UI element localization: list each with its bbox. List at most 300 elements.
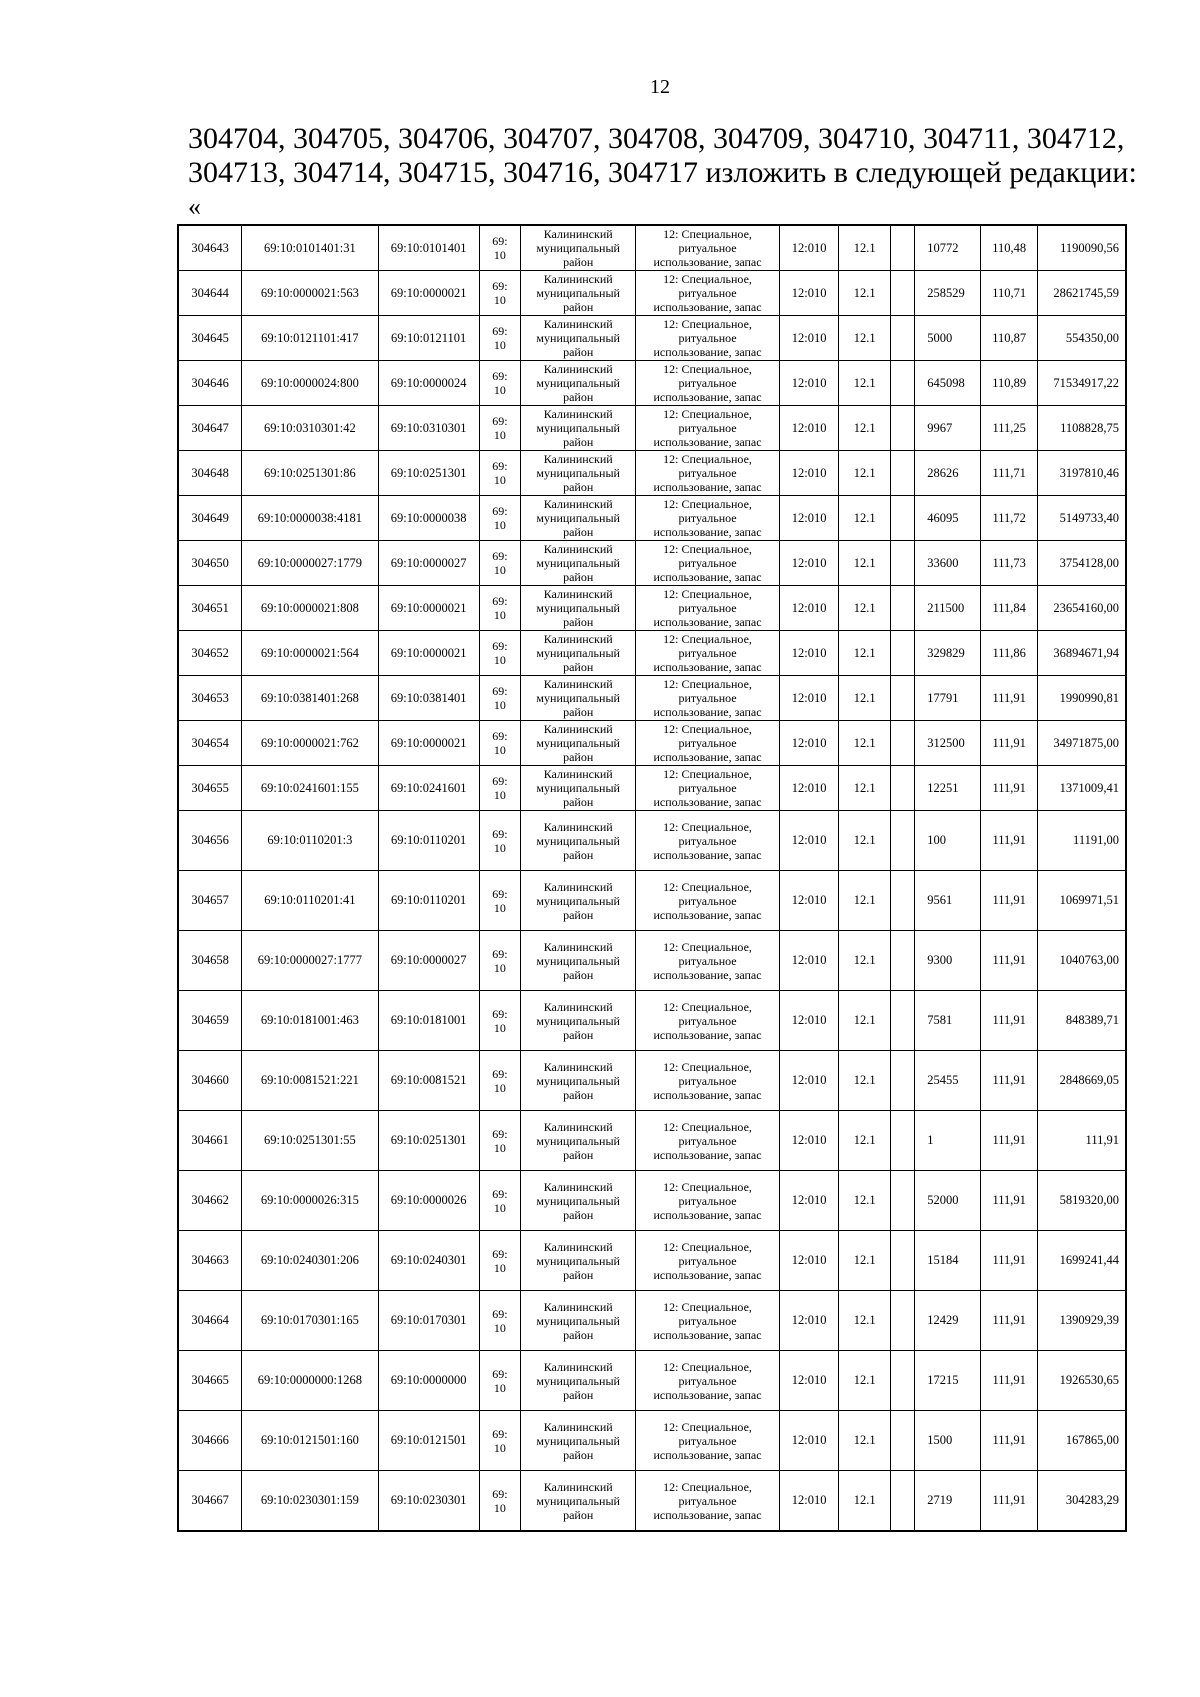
empty-cell: [890, 1111, 914, 1171]
area-cell: 28626: [915, 451, 981, 496]
rate-cell: 111,91: [980, 1051, 1038, 1111]
use-code-cell: 12:010: [779, 631, 839, 676]
area-cell: 100: [915, 811, 981, 871]
use-subcode-cell: 12.1: [839, 1471, 891, 1532]
empty-cell: [890, 451, 914, 496]
cadastral-value-cell: 11191,00: [1038, 811, 1126, 871]
rate-cell: 110,87: [980, 316, 1038, 361]
use-code-cell: 12:010: [779, 586, 839, 631]
row-id-cell: 304652: [178, 631, 242, 676]
cadastral-number-cell: 69:10:0121501:160: [242, 1411, 378, 1471]
row-id-cell: 304645: [178, 316, 242, 361]
area-cell: 25455: [915, 1051, 981, 1111]
rate-cell: 111,86: [980, 631, 1038, 676]
municipality-cell: Калининский муниципальный район: [521, 766, 636, 811]
cadastral-value-cell: 1990990,81: [1038, 676, 1126, 721]
use-subcode-cell: 12.1: [839, 871, 891, 931]
use-code-cell: 12:010: [779, 871, 839, 931]
land-use-category-cell: 12: Специальное, ритуальное использование, запас: [636, 1111, 780, 1171]
use-code-cell: 12:010: [779, 451, 839, 496]
empty-cell: [890, 1351, 914, 1411]
empty-cell: [890, 1411, 914, 1471]
cadastral-quarter-cell: 69:10:0000038: [378, 496, 479, 541]
row-id-cell: 304663: [178, 1231, 242, 1291]
land-use-category-cell: 12: Специальное, ритуальное использование, запас: [636, 406, 780, 451]
rate-cell: 111,91: [980, 1231, 1038, 1291]
cadastral-quarter-cell: 69:10:0121501: [378, 1411, 479, 1471]
municipality-cell: Калининский муниципальный район: [521, 586, 636, 631]
rate-cell: 111,91: [980, 1411, 1038, 1471]
cadastral-number-cell: 69:10:0000021:762: [242, 721, 378, 766]
row-id-cell: 304657: [178, 871, 242, 931]
cadastral-number-cell: 69:10:0110201:3: [242, 811, 378, 871]
region-code-cell: 69: 10: [479, 586, 520, 631]
use-code-cell: 12:010: [779, 271, 839, 316]
region-code-cell: 69: 10: [479, 1351, 520, 1411]
municipality-cell: Калининский муниципальный район: [521, 1171, 636, 1231]
row-id-cell: 304665: [178, 1351, 242, 1411]
municipality-cell: Калининский муниципальный район: [521, 1351, 636, 1411]
area-cell: 17791: [915, 676, 981, 721]
land-use-category-cell: 12: Специальное, ритуальное использование, запас: [636, 1351, 780, 1411]
cadastral-value-cell: 1108828,75: [1038, 406, 1126, 451]
cadastral-value-cell: 304283,29: [1038, 1471, 1126, 1532]
land-use-category-cell: 12: Специальное, ритуальное использование, запас: [636, 1291, 780, 1351]
table-row: [178, 1231, 1126, 1291]
land-use-category-cell: 12: Специальное, ритуальное использование, запас: [636, 766, 780, 811]
rate-cell: 111,91: [980, 721, 1038, 766]
land-use-category-cell: 12: Специальное, ритуальное использование, запас: [636, 1051, 780, 1111]
region-code-cell: 69: 10: [479, 496, 520, 541]
municipality-cell: Калининский муниципальный район: [521, 811, 636, 871]
row-id-cell: 304649: [178, 496, 242, 541]
empty-cell: [890, 631, 914, 676]
rate-cell: 111,91: [980, 1111, 1038, 1171]
region-code-cell: 69: 10: [479, 721, 520, 766]
area-cell: 9561: [915, 871, 981, 931]
cadastral-quarter-cell: 69:10:0000000: [378, 1351, 479, 1411]
table-row: [178, 541, 1126, 586]
row-id-cell: 304643: [178, 225, 242, 271]
cadastral-quarter-cell: 69:10:0241601: [378, 766, 479, 811]
rate-cell: 111,91: [980, 1291, 1038, 1351]
use-subcode-cell: 12.1: [839, 766, 891, 811]
cadastral-quarter-cell: 69:10:0110201: [378, 871, 479, 931]
municipality-cell: Калининский муниципальный район: [521, 676, 636, 721]
cadastral-value-cell: 28621745,59: [1038, 271, 1126, 316]
region-code-cell: 69: 10: [479, 631, 520, 676]
land-use-category-cell: 12: Специальное, ритуальное использование, запас: [636, 631, 780, 676]
use-subcode-cell: 12.1: [839, 1231, 891, 1291]
municipality-cell: Калининский муниципальный район: [521, 406, 636, 451]
rate-cell: 111,91: [980, 1171, 1038, 1231]
empty-cell: [890, 541, 914, 586]
use-subcode-cell: 12.1: [839, 361, 891, 406]
municipality-cell: Калининский муниципальный район: [521, 871, 636, 931]
use-subcode-cell: 12.1: [839, 721, 891, 766]
row-id-cell: 304648: [178, 451, 242, 496]
area-cell: 211500: [915, 586, 981, 631]
row-id-cell: 304658: [178, 931, 242, 991]
cadastral-number-cell: 69:10:0381401:268: [242, 676, 378, 721]
use-code-cell: 12:010: [779, 676, 839, 721]
cadastral-quarter-cell: 69:10:0181001: [378, 991, 479, 1051]
municipality-cell: Калининский муниципальный район: [521, 541, 636, 586]
land-use-category-cell: 12: Специальное, ритуальное использование, запас: [636, 271, 780, 316]
area-cell: 329829: [915, 631, 981, 676]
municipality-cell: Калининский муниципальный район: [521, 1291, 636, 1351]
table-row: [178, 931, 1126, 991]
use-subcode-cell: 12.1: [839, 931, 891, 991]
table-row: [178, 721, 1126, 766]
cadastral-value-cell: 71534917,22: [1038, 361, 1126, 406]
use-subcode-cell: 12.1: [839, 541, 891, 586]
use-subcode-cell: 12.1: [839, 1051, 891, 1111]
empty-cell: [890, 1171, 914, 1231]
cadastral-quarter-cell: 69:10:0000021: [378, 721, 479, 766]
table-row: [178, 1051, 1126, 1111]
use-code-cell: 12:010: [779, 361, 839, 406]
municipality-cell: Калининский муниципальный район: [521, 1051, 636, 1111]
cadastral-value-cell: 23654160,00: [1038, 586, 1126, 631]
land-use-category-cell: 12: Специальное, ритуальное использование, запас: [636, 931, 780, 991]
cadastral-value-cell: 3754128,00: [1038, 541, 1126, 586]
empty-cell: [890, 991, 914, 1051]
empty-cell: [890, 271, 914, 316]
intro-paragraph: 304704, 304705, 304706, 304707, 304708, 304709, 304710, 304711, 304712, 304713, 304714, 304715, 304716, 304717 изложить в следующей редакции:: [188, 122, 1137, 189]
table-row: [178, 676, 1126, 721]
table-row: [178, 406, 1126, 451]
municipality-cell: Калининский муниципальный район: [521, 361, 636, 406]
region-code-cell: 69: 10: [479, 1111, 520, 1171]
cadastral-number-cell: 69:10:0081521:221: [242, 1051, 378, 1111]
land-use-category-cell: 12: Специальное, ритуальное использование, запас: [636, 721, 780, 766]
use-subcode-cell: 12.1: [839, 631, 891, 676]
rate-cell: 111,91: [980, 766, 1038, 811]
rate-cell: 111,91: [980, 991, 1038, 1051]
cadastral-quarter-cell: 69:10:0251301: [378, 1111, 479, 1171]
cadastral-value-cell: 2848669,05: [1038, 1051, 1126, 1111]
cadastral-number-cell: 69:10:0170301:165: [242, 1291, 378, 1351]
municipality-cell: Калининский муниципальный район: [521, 496, 636, 541]
cadastral-number-cell: 69:10:0000038:4181: [242, 496, 378, 541]
use-code-cell: 12:010: [779, 766, 839, 811]
row-id-cell: 304646: [178, 361, 242, 406]
region-code-cell: 69: 10: [479, 406, 520, 451]
use-subcode-cell: 12.1: [839, 1111, 891, 1171]
cadastral-quarter-cell: 69:10:0000021: [378, 631, 479, 676]
land-use-category-cell: 12: Специальное, ритуальное использование, запас: [636, 991, 780, 1051]
empty-cell: [890, 721, 914, 766]
region-code-cell: 69: 10: [479, 225, 520, 271]
rate-cell: 111,72: [980, 496, 1038, 541]
cadastral-quarter-cell: 69:10:0000021: [378, 586, 479, 631]
empty-cell: [890, 766, 914, 811]
rate-cell: 111,91: [980, 1471, 1038, 1532]
region-code-cell: 69: 10: [479, 361, 520, 406]
area-cell: 312500: [915, 721, 981, 766]
cadastral-number-cell: 69:10:0241601:155: [242, 766, 378, 811]
page-number: 12: [650, 76, 670, 98]
land-use-category-cell: 12: Специальное, ритуальное использование, запас: [636, 496, 780, 541]
table-row: [178, 361, 1126, 406]
cadastral-number-cell: 69:10:0000000:1268: [242, 1351, 378, 1411]
region-code-cell: 69: 10: [479, 766, 520, 811]
use-subcode-cell: 12.1: [839, 496, 891, 541]
land-cadastral-value-table: [177, 224, 1127, 1532]
row-id-cell: 304654: [178, 721, 242, 766]
cadastral-quarter-cell: 69:10:0251301: [378, 451, 479, 496]
area-cell: 46095: [915, 496, 981, 541]
municipality-cell: Калининский муниципальный район: [521, 931, 636, 991]
region-code-cell: 69: 10: [479, 1171, 520, 1231]
cadastral-value-cell: 1926530,65: [1038, 1351, 1126, 1411]
empty-cell: [890, 496, 914, 541]
empty-cell: [890, 1231, 914, 1291]
area-cell: 15184: [915, 1231, 981, 1291]
region-code-cell: 69: 10: [479, 991, 520, 1051]
cadastral-value-cell: 111,91: [1038, 1111, 1126, 1171]
empty-cell: [890, 811, 914, 871]
use-code-cell: 12:010: [779, 1471, 839, 1532]
rate-cell: 110,48: [980, 225, 1038, 271]
cadastral-quarter-cell: 69:10:0000024: [378, 361, 479, 406]
cadastral-value-cell: 1699241,44: [1038, 1231, 1126, 1291]
cadastral-number-cell: 69:10:0101401:31: [242, 225, 378, 271]
rate-cell: 111,84: [980, 586, 1038, 631]
municipality-cell: Калининский муниципальный район: [521, 991, 636, 1051]
use-code-cell: 12:010: [779, 1351, 839, 1411]
table-row: [178, 1111, 1126, 1171]
cadastral-value-cell: 1390929,39: [1038, 1291, 1126, 1351]
empty-cell: [890, 871, 914, 931]
empty-cell: [890, 931, 914, 991]
cadastral-value-cell: 5819320,00: [1038, 1171, 1126, 1231]
cadastral-quarter-cell: 69:10:0000021: [378, 271, 479, 316]
use-code-cell: 12:010: [779, 1171, 839, 1231]
cadastral-number-cell: 69:10:0251301:55: [242, 1111, 378, 1171]
region-code-cell: 69: 10: [479, 1291, 520, 1351]
cadastral-value-cell: 1371009,41: [1038, 766, 1126, 811]
use-subcode-cell: 12.1: [839, 811, 891, 871]
cadastral-quarter-cell: 69:10:0381401: [378, 676, 479, 721]
land-use-category-cell: 12: Специальное, ритуальное использование, запас: [636, 541, 780, 586]
use-code-cell: 12:010: [779, 1411, 839, 1471]
use-code-cell: 12:010: [779, 1231, 839, 1291]
region-code-cell: 69: 10: [479, 271, 520, 316]
cadastral-quarter-cell: 69:10:0230301: [378, 1471, 479, 1532]
use-subcode-cell: 12.1: [839, 451, 891, 496]
row-id-cell: 304653: [178, 676, 242, 721]
cadastral-quarter-cell: 69:10:0170301: [378, 1291, 479, 1351]
area-cell: 52000: [915, 1171, 981, 1231]
empty-cell: [890, 316, 914, 361]
empty-cell: [890, 586, 914, 631]
municipality-cell: Калининский муниципальный район: [521, 1411, 636, 1471]
land-use-category-cell: 12: Специальное, ритуальное использование, запас: [636, 451, 780, 496]
rate-cell: 110,71: [980, 271, 1038, 316]
municipality-cell: Калининский муниципальный район: [521, 1231, 636, 1291]
area-cell: 12251: [915, 766, 981, 811]
area-cell: 1500: [915, 1411, 981, 1471]
use-code-cell: 12:010: [779, 541, 839, 586]
area-cell: 9967: [915, 406, 981, 451]
cadastral-number-cell: 69:10:0251301:86: [242, 451, 378, 496]
municipality-cell: Калининский муниципальный район: [521, 225, 636, 271]
land-use-category-cell: 12: Специальное, ритуальное использование, запас: [636, 676, 780, 721]
use-subcode-cell: 12.1: [839, 316, 891, 361]
use-code-cell: 12:010: [779, 931, 839, 991]
cadastral-quarter-cell: 69:10:0110201: [378, 811, 479, 871]
table-row: [178, 631, 1126, 676]
cadastral-quarter-cell: 69:10:0000027: [378, 541, 479, 586]
region-code-cell: 69: 10: [479, 316, 520, 361]
rate-cell: 110,89: [980, 361, 1038, 406]
cadastral-number-cell: 69:10:0240301:206: [242, 1231, 378, 1291]
use-subcode-cell: 12.1: [839, 271, 891, 316]
land-use-category-cell: 12: Специальное, ритуальное использование, запас: [636, 1171, 780, 1231]
row-id-cell: 304659: [178, 991, 242, 1051]
area-cell: 33600: [915, 541, 981, 586]
area-cell: 7581: [915, 991, 981, 1051]
cadastral-number-cell: 69:10:0000024:800: [242, 361, 378, 406]
land-use-category-cell: 12: Специальное, ритуальное использование, запас: [636, 361, 780, 406]
cadastral-value-cell: 3197810,46: [1038, 451, 1126, 496]
table-row: [178, 271, 1126, 316]
cadastral-value-cell: 1069971,51: [1038, 871, 1126, 931]
municipality-cell: Калининский муниципальный район: [521, 451, 636, 496]
row-id-cell: 304662: [178, 1171, 242, 1231]
cadastral-value-cell: 36894671,94: [1038, 631, 1126, 676]
empty-cell: [890, 406, 914, 451]
cadastral-quarter-cell: 69:10:0121101: [378, 316, 479, 361]
empty-cell: [890, 1471, 914, 1532]
cadastral-number-cell: 69:10:0000021:808: [242, 586, 378, 631]
cadastral-number-cell: 69:10:0000021:564: [242, 631, 378, 676]
cadastral-number-cell: 69:10:0230301:159: [242, 1471, 378, 1532]
row-id-cell: 304655: [178, 766, 242, 811]
area-cell: 12429: [915, 1291, 981, 1351]
municipality-cell: Калининский муниципальный район: [521, 1111, 636, 1171]
rate-cell: 111,91: [980, 931, 1038, 991]
use-subcode-cell: 12.1: [839, 586, 891, 631]
cadastral-quarter-cell: 69:10:0101401: [378, 225, 479, 271]
region-code-cell: 69: 10: [479, 871, 520, 931]
row-id-cell: 304647: [178, 406, 242, 451]
table-row: [178, 225, 1126, 271]
municipality-cell: Калининский муниципальный район: [521, 271, 636, 316]
row-id-cell: 304644: [178, 271, 242, 316]
municipality-cell: Калининский муниципальный район: [521, 721, 636, 766]
region-code-cell: 69: 10: [479, 1051, 520, 1111]
use-code-cell: 12:010: [779, 496, 839, 541]
use-subcode-cell: 12.1: [839, 991, 891, 1051]
region-code-cell: 69: 10: [479, 676, 520, 721]
table-row: [178, 1351, 1126, 1411]
empty-cell: [890, 225, 914, 271]
use-code-cell: 12:010: [779, 1111, 839, 1171]
use-code-cell: 12:010: [779, 811, 839, 871]
region-code-cell: 69: 10: [479, 541, 520, 586]
cadastral-number-cell: 69:10:0000027:1779: [242, 541, 378, 586]
table-row: [178, 991, 1126, 1051]
use-code-cell: 12:010: [779, 991, 839, 1051]
cadastral-value-cell: 554350,00: [1038, 316, 1126, 361]
empty-cell: [890, 1051, 914, 1111]
area-cell: 1: [915, 1111, 981, 1171]
opening-quote-mark: «: [188, 192, 201, 221]
table-row: [178, 871, 1126, 931]
rate-cell: 111,91: [980, 676, 1038, 721]
cadastral-number-cell: 69:10:0181001:463: [242, 991, 378, 1051]
rate-cell: 111,25: [980, 406, 1038, 451]
rate-cell: 111,73: [980, 541, 1038, 586]
cadastral-value-cell: 1040763,00: [1038, 931, 1126, 991]
row-id-cell: 304667: [178, 1471, 242, 1532]
municipality-cell: Калининский муниципальный район: [521, 1471, 636, 1532]
region-code-cell: 69: 10: [479, 451, 520, 496]
region-code-cell: 69: 10: [479, 811, 520, 871]
use-subcode-cell: 12.1: [839, 676, 891, 721]
use-code-cell: 12:010: [779, 1291, 839, 1351]
region-code-cell: 69: 10: [479, 1231, 520, 1291]
land-use-category-cell: 12: Специальное, ритуальное использование, запас: [636, 225, 780, 271]
rate-cell: 111,91: [980, 1351, 1038, 1411]
use-subcode-cell: 12.1: [839, 1291, 891, 1351]
land-use-category-cell: 12: Специальное, ритуальное использование, запас: [636, 1231, 780, 1291]
use-subcode-cell: 12.1: [839, 406, 891, 451]
empty-cell: [890, 676, 914, 721]
cadastral-value-cell: 1190090,56: [1038, 225, 1126, 271]
land-use-category-cell: 12: Специальное, ритуальное использование, запас: [636, 871, 780, 931]
use-code-cell: 12:010: [779, 406, 839, 451]
cadastral-number-cell: 69:10:0000021:563: [242, 271, 378, 316]
cadastral-number-cell: 69:10:0121101:417: [242, 316, 378, 361]
use-code-cell: 12:010: [779, 1051, 839, 1111]
cadastral-number-cell: 69:10:0110201:41: [242, 871, 378, 931]
row-id-cell: 304650: [178, 541, 242, 586]
row-id-cell: 304651: [178, 586, 242, 631]
area-cell: 9300: [915, 931, 981, 991]
cadastral-number-cell: 69:10:0000027:1777: [242, 931, 378, 991]
table-row: [178, 586, 1126, 631]
table-row: [178, 316, 1126, 361]
use-subcode-cell: 12.1: [839, 1411, 891, 1471]
land-use-category-cell: 12: Специальное, ритуальное использование, запас: [636, 811, 780, 871]
table-row: [178, 1171, 1126, 1231]
row-id-cell: 304660: [178, 1051, 242, 1111]
land-use-category-cell: 12: Специальное, ритуальное использование, запас: [636, 1411, 780, 1471]
row-id-cell: 304666: [178, 1411, 242, 1471]
table-row: [178, 1411, 1126, 1471]
rate-cell: 111,71: [980, 451, 1038, 496]
row-id-cell: 304661: [178, 1111, 242, 1171]
municipality-cell: Калининский муниципальный район: [521, 316, 636, 361]
table-row: [178, 496, 1126, 541]
cadastral-quarter-cell: 69:10:0081521: [378, 1051, 479, 1111]
row-id-cell: 304664: [178, 1291, 242, 1351]
municipality-cell: Калининский муниципальный район: [521, 631, 636, 676]
cadastral-number-cell: 69:10:0310301:42: [242, 406, 378, 451]
land-use-category-cell: 12: Специальное, ритуальное использование, запас: [636, 1471, 780, 1532]
land-use-category-cell: 12: Специальное, ритуальное использование, запас: [636, 586, 780, 631]
area-cell: 10772: [915, 225, 981, 271]
use-subcode-cell: 12.1: [839, 1171, 891, 1231]
row-id-cell: 304656: [178, 811, 242, 871]
area-cell: 17215: [915, 1351, 981, 1411]
cadastral-quarter-cell: 69:10:0000027: [378, 931, 479, 991]
table-row: [178, 1471, 1126, 1532]
